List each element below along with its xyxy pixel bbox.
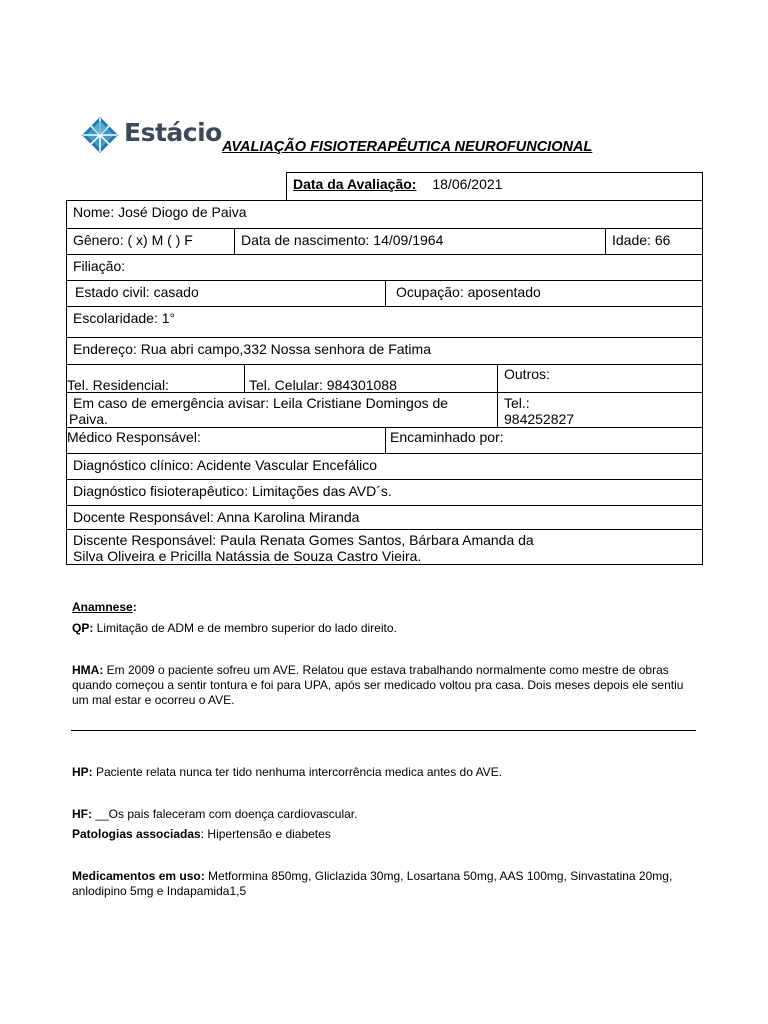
qp-label: QP: (72, 621, 94, 635)
others-cell (497, 364, 703, 393)
hma-paragraph (72, 663, 687, 708)
qp-text: Limitação de ADM e de membro superior do lado direito. (93, 621, 397, 635)
home-phone-cell (66, 364, 245, 393)
emergency-contact-cell (66, 392, 498, 428)
emergency-phone-value: 984252827 (504, 411, 575, 427)
physio-diagnosis-cell (66, 479, 703, 506)
professor-field: Docente Responsável: Anna Karolina Miranda (73, 509, 360, 525)
hf-paragraph (72, 807, 687, 822)
clinical-diagnosis-cell (66, 453, 703, 480)
name-cell (66, 200, 703, 229)
address-field: Endereço: Rua abri campo,332 Nossa senhora de Fatima (73, 341, 431, 357)
hma-text: Em 2009 o paciente sofreu um AVE. Relatou que estava trabalhando normalmente como mestre de obras quando começou a sentir tontura e foi para UPA, após ser medicado voltou pra casa. Dois meses depois ele sentiu um mal estar e ocorreu o AVE. (72, 663, 684, 707)
section-divider (71, 730, 696, 731)
associated-pathologies-text: : Hipertensão e diabetes (200, 827, 331, 841)
name-field: Nome: José Diogo de Paiva (73, 204, 247, 220)
emergency-contact-line1: Em caso de emergência avisar: Leila Cristiane Domingos de (73, 395, 449, 411)
birthdate-field: Data de nascimento: 14/09/1964 (241, 232, 444, 248)
students-cell (66, 529, 703, 565)
hf-text: __Os pais faleceram com doença cardiovascular. (92, 807, 358, 821)
doctor-cell (66, 427, 386, 454)
evaluation-date-cell (286, 172, 703, 201)
education-cell (66, 306, 703, 338)
age-field: Idade: 66 (612, 232, 671, 248)
professor-cell (66, 505, 703, 530)
medications-label: Medicamentos em uso: (72, 869, 205, 883)
address-cell (66, 337, 703, 365)
emergency-phone-label: Tel.: (504, 395, 530, 411)
logo-text: Estácio (124, 118, 222, 147)
hf-label: HF: (72, 807, 92, 821)
evaluation-date-value: 18/06/2021 (432, 176, 503, 192)
hp-label: HP: (72, 765, 93, 779)
occupation-cell (385, 280, 703, 307)
gender-field: Gênero: ( x) M ( ) F (73, 232, 193, 248)
anamnese-heading-colon: : (132, 600, 137, 614)
clinical-diagnosis-field: Diagnóstico clínico: Acidente Vascular Encefálico (73, 457, 378, 473)
emergency-phone-cell (497, 392, 703, 428)
filiation-field: Filiação: (73, 258, 126, 274)
mobile-phone-field: Tel. Celular: 984301088 (249, 377, 397, 393)
hp-paragraph (72, 765, 687, 780)
evaluation-date-label: Data da Avaliação: (293, 176, 417, 192)
mobile-phone-cell (244, 364, 498, 393)
doctor-field: Médico Responsável: (67, 429, 201, 445)
qp-paragraph (72, 621, 687, 636)
page-title: AVALIAÇÃO FISIOTERAPÊUTICA NEUROFUNCIONAL (222, 139, 593, 155)
students-line1: Discente Responsável: Paula Renata Gomes Santos, Bárbara Amanda da (73, 532, 534, 548)
birthdate-cell (234, 228, 606, 255)
medications-text: Metformina 850mg, Gliclazida 30mg, Losartana 50mg, AAS 100mg, Sinvastatina 20mg, anlodipino 5mg e Indapamida1,5 (72, 869, 673, 898)
gender-cell (66, 228, 235, 255)
referred-by-cell (385, 427, 703, 454)
education-field: Escolaridade: 1° (73, 310, 176, 326)
occupation-field: Ocupação: aposentado (396, 284, 541, 300)
estacio-logo (80, 116, 222, 154)
age-cell (605, 228, 703, 255)
emergency-contact-line2: Paiva. (69, 411, 108, 427)
students-line2: Silva Oliveira e Pricilla Natássia de Souza Castro Vieira. (73, 548, 422, 564)
anamnese-heading (72, 600, 687, 615)
hp-text: Paciente relata nunca ter tido nenhuma intercorrência medica antes do AVE. (92, 765, 503, 779)
physio-diagnosis-field: Diagnóstico fisioterapêutico: Limitações das AVD´s. (73, 483, 392, 499)
filiation-cell (66, 254, 703, 281)
others-field: Outros: (504, 366, 550, 382)
home-phone-field: Tel. Residencial: (67, 377, 169, 393)
marital-status-field: Estado civil: casado (75, 284, 199, 300)
associated-pathologies-paragraph (72, 827, 687, 842)
associated-pathologies-label: Patologias associadas (72, 827, 201, 841)
anamnese-heading-text: Anamnese (72, 600, 133, 614)
marital-status-cell (66, 280, 386, 307)
estacio-logo-icon (80, 116, 120, 154)
medications-paragraph (72, 869, 687, 899)
hma-label: HMA: (72, 663, 104, 677)
referred-by-field: Encaminhado por: (390, 429, 504, 445)
